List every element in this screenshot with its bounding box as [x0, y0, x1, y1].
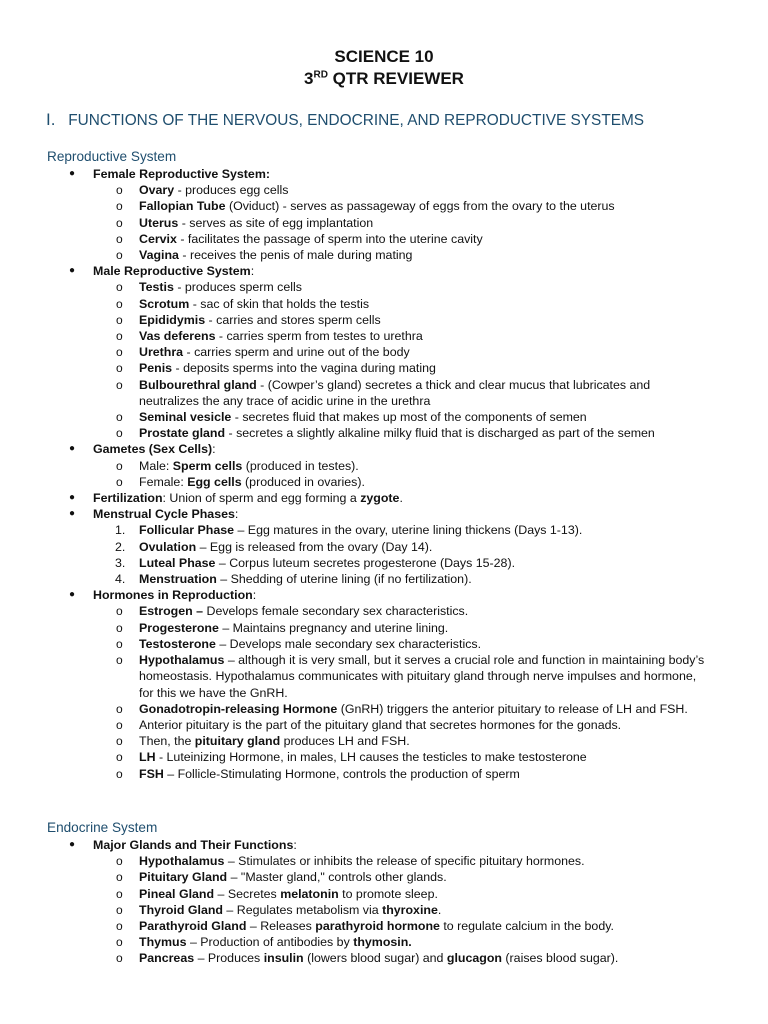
- list-item: ● Menstrual Cycle Phases:: [69, 507, 239, 522]
- circle-bullet-icon: o: [116, 458, 123, 473]
- circle-bullet-icon: o: [116, 296, 123, 311]
- bullet-icon: ●: [69, 589, 76, 601]
- list-item: o Urethra - carries sperm and urine out of the body: [116, 345, 410, 360]
- circle-bullet-icon: o: [116, 361, 123, 376]
- list-item: 3. Luteal Phase – Corpus luteum secretes progesterone (Days 15-28).: [115, 555, 516, 570]
- list-item: o Hypothalamus – Stimulates or inhibits the release of specific pituitary hormones.: [116, 854, 585, 869]
- reproductive-system-label: Reproductive System: [47, 149, 177, 164]
- circle-bullet-icon: o: [116, 474, 123, 489]
- list-item: o Male: Sperm cells (produced in testes).: [116, 458, 359, 473]
- list-item: ● Gametes (Sex Cells):: [69, 442, 216, 457]
- list-item: 2. Ovulation – Egg is released from the ovary (Day 14).: [115, 539, 433, 554]
- circle-bullet-icon: o: [116, 734, 123, 749]
- circle-bullet-icon: o: [116, 280, 123, 295]
- endocrine-system-list: [0, 837, 768, 967]
- list-item: o Bulbourethral gland - (Cowper’s gland) secretes a thick and clear mucus that lubricates and neutralizes the any trace of acidic urine in the urethra: [116, 377, 651, 408]
- list-item: o Then, the pituitary gland produces LH and FSH.: [116, 734, 410, 749]
- list-item: o Estrogen – Develops female secondary sex characteristics.: [116, 604, 469, 619]
- list-item: o Testosterone – Develops male secondary sex characteristics.: [116, 636, 482, 651]
- list-item: ● Major Glands and Their Functions:: [69, 838, 297, 852]
- document-title: [0, 46, 768, 90]
- title-quarter: 3RD QTR REVIEWER: [304, 69, 464, 88]
- circle-bullet-icon: o: [116, 345, 123, 360]
- circle-bullet-icon: o: [116, 919, 123, 934]
- list-item: o Penis - deposits sperms into the vagina during mating: [116, 361, 436, 376]
- list-item: o Vagina - receives the penis of male during mating: [116, 248, 413, 263]
- circle-bullet-icon: o: [116, 766, 123, 781]
- title-subject: SCIENCE 10: [334, 47, 434, 66]
- list-item: o Gonadotropin-releasing Hormone (GnRH) triggers the anterior pituitary to release of LH and FSH.: [116, 701, 688, 716]
- circle-bullet-icon: o: [116, 636, 123, 651]
- circle-bullet-icon: o: [116, 231, 123, 246]
- bullet-icon: ●: [69, 839, 76, 850]
- list-item: o Uterus - serves as site of egg implantation: [116, 215, 374, 230]
- circle-bullet-icon: o: [116, 935, 123, 950]
- circle-bullet-icon: o: [116, 248, 123, 263]
- list-item: 1. Follicular Phase – Egg matures in the ovary, uterine lining thickens (Days 1-13).: [115, 523, 583, 538]
- section-heading-text: FUNCTIONS OF THE NERVOUS, ENDOCRINE, AND REPRODUCTIVE SYSTEMS: [68, 112, 645, 129]
- list-item: o Prostate gland - secretes a slightly alkaline milky fluid that is discharged as part of the semen: [116, 426, 655, 441]
- list-item: o Seminal vesicle - secretes fluid that makes up most of the components of semen: [116, 410, 587, 425]
- list-item: o Hypothalamus – although it is very small, but it serves a crucial role and function in maintaining body’s homeostasis. Hypothalamus communicates with pituitary gland through nerve impulses and hormone, for this we have the GnRH.: [116, 653, 705, 700]
- bullet-icon: ●: [69, 265, 76, 277]
- list-item: o Vas deferens - carries sperm from testes to urethra: [116, 329, 423, 344]
- circle-bullet-icon: o: [116, 215, 123, 230]
- circle-bullet-icon: o: [116, 312, 123, 327]
- list-item: o FSH – Follicle-Stimulating Hormone, controls the production of sperm: [116, 766, 520, 781]
- circle-bullet-icon: o: [116, 620, 123, 635]
- list-item: o Pancreas – Produces insulin (lowers blood sugar) and glucagon (raises blood sugar).: [116, 951, 619, 966]
- circle-bullet-icon: o: [116, 902, 123, 917]
- list-item: 4. Menstruation – Shedding of uterine lining (if no fertilization).: [115, 572, 472, 587]
- circle-bullet-icon: o: [116, 329, 123, 344]
- list-item: ● Female Reproductive System:: [69, 167, 270, 181]
- list-item: o Ovary - produces egg cells: [116, 183, 289, 198]
- circle-bullet-icon: o: [116, 199, 123, 214]
- list-item: o Scrotum - sac of skin that holds the testis: [116, 296, 370, 311]
- list-item: ● Fertilization: Union of sperm and egg forming a zygote.: [69, 491, 403, 506]
- list-item: o Pituitary Gland – "Master gland," controls other glands.: [116, 870, 447, 885]
- circle-bullet-icon: o: [116, 604, 123, 619]
- circle-bullet-icon: o: [116, 750, 123, 765]
- circle-bullet-icon: o: [116, 426, 123, 441]
- circle-bullet-icon: o: [116, 653, 123, 668]
- section-number: I.: [46, 110, 56, 129]
- list-item: o Epididymis - carries and stores sperm cells: [116, 312, 381, 327]
- circle-bullet-icon: o: [116, 951, 123, 966]
- circle-bullet-icon: o: [116, 183, 123, 198]
- list-item: o Cervix - facilitates the passage of sperm into the uterine cavity: [116, 231, 483, 246]
- circle-bullet-icon: o: [116, 701, 123, 716]
- list-item: o Thyroid Gland – Regulates metabolism via thyroxine.: [116, 902, 442, 917]
- endocrine-system-label: Endocrine System: [47, 820, 158, 835]
- circle-bullet-icon: o: [116, 377, 123, 392]
- reproductive-system-list: [0, 166, 768, 782]
- circle-bullet-icon: o: [116, 870, 123, 885]
- list-item: o Female: Egg cells (produced in ovaries).: [116, 474, 365, 489]
- bullet-icon: ●: [69, 508, 76, 520]
- list-item: o Thymus – Production of antibodies by thymosin.: [116, 935, 412, 950]
- circle-bullet-icon: o: [116, 854, 123, 869]
- list-item: o LH - Luteinizing Hormone, in males, LH causes the testicles to make testosterone: [116, 750, 587, 765]
- list-item: ● Hormones in Reproduction:: [69, 588, 257, 603]
- list-item: o Parathyroid Gland – Releases parathyroid hormone to regulate calcium in the body.: [116, 919, 614, 934]
- list-item: ● Male Reproductive System:: [69, 264, 255, 279]
- bullet-icon: ●: [69, 492, 76, 504]
- circle-bullet-icon: o: [116, 886, 123, 901]
- list-item: o Testis - produces sperm cells: [116, 280, 302, 295]
- bullet-icon: ●: [69, 168, 76, 179]
- list-item: o Pineal Gland – Secretes melatonin to promote sleep.: [116, 886, 438, 901]
- circle-bullet-icon: o: [116, 410, 123, 425]
- circle-bullet-icon: o: [116, 717, 123, 732]
- list-item: o Anterior pituitary is the part of the pituitary gland that secretes hormones for the gonads.: [116, 717, 622, 732]
- bullet-icon: ●: [69, 443, 76, 455]
- list-item: o Fallopian Tube (Oviduct) - serves as passageway of eggs from the ovary to the uterus: [116, 199, 615, 214]
- list-item: o Progesterone – Maintains pregnancy and uterine lining.: [116, 620, 449, 635]
- section-heading: [46, 110, 644, 131]
